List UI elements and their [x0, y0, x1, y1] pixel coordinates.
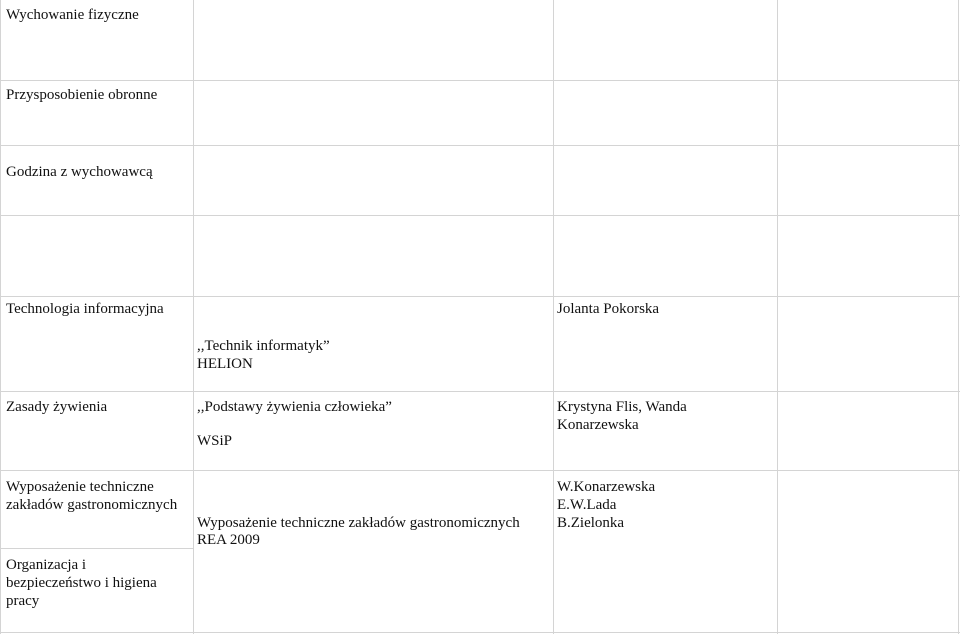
- subject-cell: Zasady żywienia: [6, 399, 108, 415]
- subject-cell: Przysposobienie obronne: [6, 87, 158, 103]
- author-cell: W.Konarzewska: [557, 479, 656, 495]
- book-title-cell: ,,Podstawy żywienia człowieka”: [197, 399, 392, 415]
- table-border-right: [958, 0, 959, 634]
- table-border-bottom: [0, 632, 960, 633]
- row-divider-6: [0, 470, 960, 471]
- row-divider-1: [0, 80, 960, 81]
- subject-cell: bezpieczeństwo i higiena: [6, 575, 157, 591]
- subject-cell: Technologia informacyjna: [6, 301, 164, 317]
- subject-cell: Wyposażenie techniczne: [6, 479, 154, 495]
- book-title-cell: ,,Technik informatyk”: [197, 338, 330, 354]
- row-divider-4: [0, 296, 960, 297]
- column-divider-2: [553, 0, 554, 634]
- subject-cell: zakładów gastronomicznych: [6, 497, 178, 513]
- table-border-left: [0, 0, 1, 634]
- row-divider-7: [0, 548, 193, 549]
- publisher-cell: REA 2009: [197, 532, 260, 548]
- book-title-cell: Wyposażenie techniczne zakładów gastronomicznych: [197, 515, 520, 531]
- author-cell: Jolanta Pokorska: [557, 301, 660, 317]
- column-divider-1: [193, 0, 194, 634]
- subject-cell: Organizacja i: [6, 557, 87, 573]
- column-divider-3: [777, 0, 778, 634]
- publisher-cell: WSiP: [197, 433, 233, 449]
- row-divider-3: [0, 215, 960, 216]
- subject-cell: Godzina z wychowawcą: [6, 164, 153, 180]
- publisher-cell: HELION: [197, 356, 253, 372]
- row-divider-2: [0, 145, 960, 146]
- author-cell: Krystyna Flis, Wanda: [557, 399, 687, 415]
- row-divider-5: [0, 391, 960, 392]
- author-cell: B.Zielonka: [557, 515, 625, 531]
- author-cell: Konarzewska: [557, 417, 639, 433]
- author-cell: E.W.Lada: [557, 497, 617, 513]
- subject-cell: pracy: [6, 593, 40, 609]
- subject-cell: Wychowanie fizyczne: [6, 7, 139, 23]
